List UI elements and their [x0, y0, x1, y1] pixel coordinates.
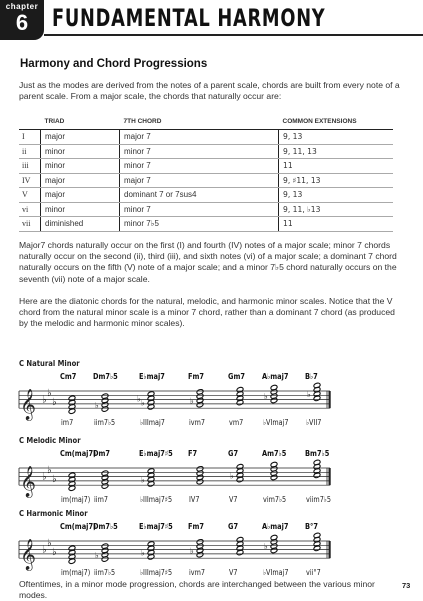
row-triad: major	[41, 130, 120, 145]
chord-symbol: A♭maj7	[262, 372, 289, 381]
chord-symbol: B°7	[305, 522, 318, 531]
treble-clef-icon: 𝄞	[20, 389, 36, 421]
table-row	[19, 159, 393, 174]
chord-symbol: E♭maj7	[139, 372, 165, 381]
chord-symbol: F7	[188, 449, 198, 458]
chord-symbol: A♭maj7	[262, 522, 289, 531]
chapter-badge	[0, 0, 44, 40]
final-barline	[329, 541, 331, 558]
scale-label: C Natural Minor	[19, 359, 80, 368]
table-row	[19, 217, 393, 232]
roman-numeral: iim7♭5	[94, 568, 116, 577]
key-signature-flat-icon: ♭	[52, 473, 57, 485]
chord-symbol: Bm7♭5	[305, 449, 330, 458]
chord-symbol: Gm7	[228, 372, 245, 381]
roman-numeral: vii°7	[306, 568, 321, 577]
intro-paragraph: Just as the modes are derived from the notes of a parent scale, chords are built from every note of a parent scale. From a major scale, the chords that naturally occur are:	[19, 80, 400, 102]
row-numeral: I	[19, 130, 41, 145]
accidental-flat-icon: ♭	[190, 546, 194, 556]
chord-symbol: Fm7	[188, 372, 205, 381]
chord-symbol: Dm7♭5	[93, 522, 118, 531]
scale-label: C Melodic Minor	[19, 436, 81, 445]
table-header-seventh: 7TH CHORD	[120, 114, 279, 130]
row-numeral: ii	[19, 144, 41, 159]
roman-numeral: ♭VImaj7	[263, 568, 289, 577]
table-row	[19, 144, 393, 159]
accidental-flat-icon: ♭	[137, 394, 141, 404]
table-row	[19, 130, 393, 145]
roman-numeral: IV7	[189, 495, 200, 504]
chord-symbol: Dm7♭5	[93, 372, 118, 381]
roman-numeral: vm7	[229, 418, 244, 427]
table-header-numeral	[19, 114, 41, 130]
row-extensions: 9, 13	[279, 188, 394, 203]
row-seventh-chord: minor 7	[120, 159, 279, 174]
row-triad: minor	[41, 202, 120, 217]
row-extensions: 9, 11, ♭13	[279, 202, 394, 217]
roman-numeral: viim7♭5	[306, 495, 331, 504]
chord-symbol: E♭maj7♯5	[139, 449, 173, 458]
key-signature-flat-icon: ♭	[42, 471, 47, 483]
chapter-number: 6	[15, 10, 29, 35]
row-numeral: vii	[19, 217, 41, 232]
final-barline	[329, 391, 331, 408]
roman-numeral: im(maj7)	[61, 495, 91, 504]
page-number: 73	[402, 581, 411, 590]
row-extensions: 9, ♯11, 13	[279, 173, 394, 188]
roman-numeral: im(maj7)	[61, 568, 91, 577]
accidental-flat-icon: ♭	[264, 542, 268, 552]
roman-numeral: iim7	[94, 495, 108, 504]
roman-numeral: im7	[61, 418, 74, 427]
table-header-triad: TRIAD	[41, 114, 120, 130]
row-seventh-chord: minor 7	[120, 202, 279, 217]
accidental-flat-icon: ♭	[307, 390, 311, 399]
chord-symbol: G7	[228, 449, 239, 458]
roman-numeral: ♭IIImaj7♯5	[140, 568, 173, 577]
row-seventh-chord: minor 7	[120, 144, 279, 159]
row-numeral: V	[19, 188, 41, 203]
header-rule	[44, 34, 423, 36]
chord-symbol: E♭maj7♯5	[139, 522, 173, 531]
key-signature-flat-icon: ♭	[47, 538, 52, 550]
treble-clef-icon: 𝄞	[20, 539, 36, 571]
accidental-flat-icon: ♭	[141, 548, 145, 558]
roman-numeral: ♭IIImaj7	[140, 418, 165, 427]
chapter-word: chapter	[5, 2, 39, 11]
row-numeral: iii	[19, 159, 41, 174]
row-seventh-chord: minor 7♭5	[120, 217, 279, 232]
closing-paragraph: Oftentimes, in a minor mode progression, chords are interchanged between the various minor modes.	[19, 579, 375, 601]
accidental-flat-icon: ♭	[141, 475, 145, 485]
key-signature-flat-icon: ♭	[42, 544, 47, 556]
chord-symbol: G7	[228, 522, 239, 531]
key-signature-flat-icon: ♭	[52, 396, 57, 408]
roman-numeral: vim7♭5	[263, 495, 287, 504]
accidental-flat-icon: ♭	[230, 471, 234, 481]
row-triad: diminished	[41, 217, 120, 232]
chord-symbol: Dm7	[93, 449, 111, 458]
table-row	[19, 188, 393, 203]
chord-symbol: Fm7	[188, 522, 205, 531]
key-signature-flat-icon: ♭	[42, 394, 47, 406]
chapter-title: FUNDAMENTAL HARMONY	[52, 4, 326, 32]
row-extensions: 11	[279, 217, 394, 232]
section-heading: Harmony and Chord Progressions	[20, 58, 208, 70]
music-staff	[0, 458, 423, 502]
treble-clef-icon: 𝄞	[20, 466, 36, 498]
final-barline	[329, 468, 331, 485]
chord-symbol: B♭7	[305, 372, 318, 381]
chord-symbol: Cm7	[60, 372, 77, 381]
major-chords-paragraph: Major7 chords naturally occur on the first (I) and fourth (IV) notes of a major scale; minor 7 chords naturally occur on the second (ii), third (iii), and sixth notes (vi) of a major scale; a dominant 7 chord naturally occurs on the fifth (V) note of a major scale; and a minor 7♭5 chord naturally occurs on the seventh (vii) note of a major scale.	[19, 240, 397, 284]
minor-scales-paragraph: Here are the diatonic chords for the natural, melodic, and harmonic minor scales. Notice that the V chord from the natural minor scale is a minor 7 chord, rather than a dominant 7 chord (as produced by the melodic and harmonic minor scales).	[19, 296, 395, 329]
music-staff	[0, 381, 423, 425]
key-signature-flat-icon: ♭	[47, 388, 52, 400]
row-seventh-chord: dominant 7 or 7sus4	[120, 188, 279, 203]
chord-table	[19, 114, 393, 232]
row-extensions: 9, 11, 13	[279, 144, 394, 159]
accidental-flat-icon: ♭	[190, 396, 194, 406]
row-triad: minor	[41, 144, 120, 159]
row-triad: major	[41, 188, 120, 203]
accidental-flat-icon: ♭	[141, 398, 145, 408]
roman-numeral: ivm7	[189, 568, 206, 577]
accidental-flat-icon: ♭	[95, 550, 99, 560]
row-seventh-chord: major 7	[120, 130, 279, 145]
key-signature-flat-icon: ♭	[52, 546, 57, 558]
table-header-row	[19, 114, 393, 130]
row-triad: major	[41, 173, 120, 188]
row-triad: minor	[41, 159, 120, 174]
roman-numeral: ♭IIImaj7♯5	[140, 495, 173, 504]
chord-symbol: Am7♭5	[262, 449, 287, 458]
roman-numeral: ♭VImaj7	[263, 418, 289, 427]
row-extensions: 11	[279, 159, 394, 174]
chord-symbol: Cm(maj7)	[60, 522, 97, 531]
accidental-flat-icon: ♭	[95, 400, 99, 410]
scale-label: C Harmonic Minor	[19, 509, 88, 518]
table-row	[19, 173, 393, 188]
roman-numeral: V7	[229, 568, 238, 577]
table-header-extensions: COMMON EXTENSIONS	[279, 114, 394, 130]
music-staff	[0, 531, 423, 575]
table-row	[19, 202, 393, 217]
row-numeral: vi	[19, 202, 41, 217]
chord-symbol: Cm(maj7)	[60, 449, 97, 458]
key-signature-flat-icon: ♭	[47, 465, 52, 477]
accidental-flat-icon: ♭	[264, 392, 268, 402]
row-seventh-chord: major 7	[120, 173, 279, 188]
roman-numeral: ♭VII7	[306, 418, 322, 427]
roman-numeral: ivm7	[189, 418, 206, 427]
roman-numeral: iim7♭5	[94, 418, 116, 427]
row-extensions: 9, 13	[279, 130, 394, 145]
roman-numeral: V7	[229, 495, 238, 504]
row-numeral: IV	[19, 173, 41, 188]
